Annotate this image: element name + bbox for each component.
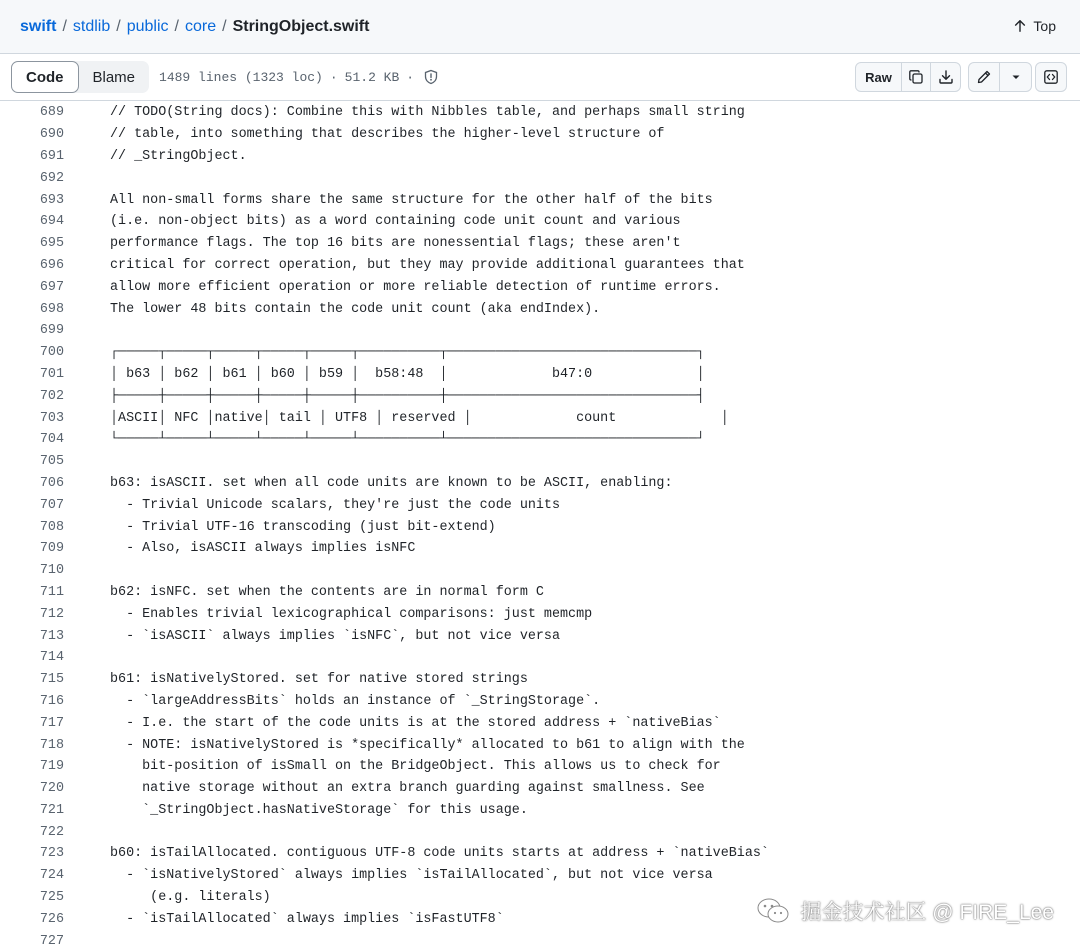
line-number[interactable]: 704 <box>39 432 64 448</box>
line-number[interactable]: 695 <box>39 236 64 252</box>
code-line <box>0 364 1080 386</box>
code-line <box>0 211 1080 233</box>
line-number[interactable]: 696 <box>39 257 64 273</box>
line-number[interactable]: 705 <box>39 454 64 470</box>
breadcrumb-separator: / <box>62 17 67 35</box>
line-content: - `isNativelyStored` always implies `isTailAllocated`, but not vice versa <box>110 868 713 884</box>
line-number[interactable]: 719 <box>39 759 64 775</box>
code-line <box>0 691 1080 713</box>
view-switcher <box>11 61 149 93</box>
breadcrumb-link-stdlib[interactable]: stdlib <box>72 17 111 35</box>
breadcrumb-separator: / <box>116 17 121 35</box>
breadcrumb-separator: / <box>222 17 227 35</box>
line-number[interactable]: 723 <box>39 846 64 862</box>
code-line <box>0 494 1080 516</box>
line-content: native storage without an extra branch guarding against smallness. See <box>110 781 705 797</box>
code-line <box>0 102 1080 124</box>
line-content: // TODO(String docs): Combine this with Nibbles table, and perhaps small string <box>110 105 745 121</box>
line-count: 1489 lines (1323 loc) <box>159 69 323 85</box>
line-number[interactable]: 693 <box>39 192 64 208</box>
code-line <box>0 124 1080 146</box>
code-line <box>0 538 1080 560</box>
code-line <box>0 669 1080 691</box>
line-number[interactable]: 712 <box>39 606 64 622</box>
watermark-text: 掘金技术社区 @ FIRE_Lee <box>800 901 1054 924</box>
line-content: `_StringObject.hasNativeStorage` for this usage. <box>110 802 528 818</box>
code-line <box>0 385 1080 407</box>
line-content: critical for correct operation, but they may provide additional guarantees that <box>110 257 745 273</box>
code-line <box>0 756 1080 778</box>
code-line <box>0 516 1080 538</box>
line-content: │ASCII│ NFC │native│ tail │ UTF8 │ reserved │ count │ <box>110 410 729 426</box>
line-number[interactable]: 689 <box>39 105 64 121</box>
line-content: All non-small forms share the same structure for the other half of the bits <box>110 192 713 208</box>
top-link-label: Top <box>1033 18 1056 34</box>
triangle-down-icon <box>1010 71 1022 83</box>
code-line <box>0 298 1080 320</box>
code-line <box>0 603 1080 625</box>
line-number[interactable]: 708 <box>39 519 64 535</box>
code-line <box>0 189 1080 211</box>
code-line <box>0 473 1080 495</box>
code-line <box>0 734 1080 756</box>
code-line <box>0 625 1080 647</box>
copy-icon <box>908 69 924 85</box>
code-view <box>0 102 1080 952</box>
code-line <box>0 560 1080 582</box>
line-number[interactable]: 711 <box>39 584 64 600</box>
edit-file-button[interactable] <box>969 63 1000 91</box>
line-number[interactable]: 699 <box>39 323 64 339</box>
code-line <box>0 320 1080 342</box>
code-line <box>0 930 1080 952</box>
file-header <box>0 0 1080 54</box>
line-number[interactable]: 725 <box>39 890 64 906</box>
file-size: 51.2 KB <box>344 69 400 85</box>
code-line <box>0 778 1080 800</box>
copy-raw-button[interactable] <box>902 63 931 91</box>
line-content: performance flags. The top 16 bits are nonessential flags; these aren't <box>110 236 681 252</box>
line-number[interactable]: 709 <box>39 541 64 557</box>
line-content: - Trivial Unicode scalars, they're just the code units <box>110 497 560 513</box>
line-number[interactable]: 727 <box>39 933 64 949</box>
line-content: bit-position of isSmall on the BridgeObject. This allows us to check for <box>110 759 721 775</box>
line-number[interactable]: 717 <box>39 715 64 731</box>
breadcrumb-link-core[interactable]: core <box>184 17 217 35</box>
line-content: - Also, isASCII always implies isNFC <box>110 541 416 557</box>
code-line <box>0 146 1080 168</box>
line-content: (i.e. non-object bits) as a word containing code unit count and various <box>110 214 681 230</box>
code-line <box>0 865 1080 887</box>
breadcrumb-link-swift[interactable]: swift <box>20 17 57 35</box>
line-content: The lower 48 bits contain the code unit count (aka endIndex). <box>110 301 601 317</box>
code-line <box>0 167 1080 189</box>
line-number[interactable]: 698 <box>39 301 64 317</box>
line-number[interactable]: 720 <box>39 781 64 797</box>
line-content: ├─────┼─────┼─────┼─────┼─────┼──────────┼───────────────────────────────┤ <box>110 388 705 404</box>
code-line <box>0 843 1080 865</box>
line-content: └─────┴─────┴─────┴─────┴─────┴──────────┴───────────────────────────────┘ <box>110 432 705 448</box>
line-number[interactable]: 690 <box>39 127 64 143</box>
breadcrumb-link-public[interactable]: public <box>126 17 169 35</box>
line-content: - Trivial UTF-16 transcoding (just bit-extend) <box>110 519 496 535</box>
code-line <box>0 342 1080 364</box>
line-number[interactable]: 701 <box>39 366 64 382</box>
code-line <box>0 582 1080 604</box>
code-line <box>0 233 1080 255</box>
line-content: │ b63 │ b62 │ b61 │ b60 │ b59 │ b58:48 │ b47:0 │ <box>110 366 705 382</box>
line-content: ┌─────┬─────┬─────┬─────┬─────┬──────────┬───────────────────────────────┐ <box>110 345 705 361</box>
line-number[interactable]: 713 <box>39 628 64 644</box>
edit-options-button[interactable] <box>1000 63 1031 91</box>
edit-button-group <box>968 62 1032 92</box>
tab-code[interactable]: Code <box>11 61 79 93</box>
shield-icon[interactable] <box>423 69 439 85</box>
line-number[interactable]: 691 <box>39 148 64 164</box>
pencil-icon <box>976 69 992 85</box>
breadcrumb-current-file: StringObject.swift <box>232 17 370 35</box>
line-number[interactable]: 703 <box>39 410 64 426</box>
breadcrumb <box>20 18 369 36</box>
code-line <box>0 276 1080 298</box>
download-raw-button[interactable] <box>931 63 960 91</box>
line-number[interactable]: 714 <box>39 650 64 666</box>
line-number[interactable]: 718 <box>39 737 64 753</box>
line-number[interactable]: 722 <box>39 824 64 840</box>
line-content: allow more efficient operation or more reliable detection of runtime errors. <box>110 279 721 295</box>
line-content: // _StringObject. <box>110 148 247 164</box>
tab-blame[interactable]: Blame <box>92 68 136 86</box>
line-content: - NOTE: isNativelyStored is *specifically* allocated to b61 to align with the <box>110 737 745 753</box>
line-content: - `largeAddressBits` holds an instance of `_StringStorage`. <box>110 693 601 709</box>
download-icon <box>938 69 954 85</box>
top-link[interactable] <box>1013 18 1056 34</box>
raw-button-group <box>855 62 961 92</box>
line-number[interactable]: 697 <box>39 279 64 295</box>
line-number[interactable]: 706 <box>39 475 64 491</box>
line-number[interactable]: 700 <box>39 345 64 361</box>
code-line <box>0 451 1080 473</box>
raw-button[interactable]: Raw <box>856 63 902 91</box>
line-content: b61: isNativelyStored. set for native stored strings <box>110 672 528 688</box>
code-line <box>0 712 1080 734</box>
symbols-panel-button[interactable] <box>1035 62 1067 92</box>
line-content: b62: isNFC. set when the contents are in normal form C <box>110 584 544 600</box>
wechat-icon <box>756 897 790 925</box>
line-number[interactable]: 702 <box>39 388 64 404</box>
line-number[interactable]: 715 <box>39 672 64 688</box>
code-line <box>0 255 1080 277</box>
code-line <box>0 407 1080 429</box>
line-number[interactable]: 710 <box>39 563 64 579</box>
line-content: - Enables trivial lexicographical comparisons: just memcmp <box>110 606 593 622</box>
line-number[interactable]: 694 <box>39 214 64 230</box>
breadcrumb-separator: / <box>174 17 179 35</box>
code-line <box>0 429 1080 451</box>
meta-separator: · <box>406 69 415 85</box>
line-content: (e.g. literals) <box>110 890 271 906</box>
meta-separator: · <box>329 69 338 85</box>
watermark <box>756 896 1054 926</box>
line-content: - `isTailAllocated` always implies `isFastUTF8` <box>110 911 504 927</box>
file-meta <box>159 69 439 85</box>
line-content: - `isASCII` always implies `isNFC`, but not vice versa <box>110 628 560 644</box>
line-number[interactable]: 726 <box>39 911 64 927</box>
line-content: - I.e. the start of the code units is at the stored address + `nativeBias` <box>110 715 721 731</box>
code-line <box>0 647 1080 669</box>
line-content: // table, into something that describes the higher-level structure of <box>110 127 665 143</box>
line-number[interactable]: 692 <box>39 170 64 186</box>
line-number[interactable]: 724 <box>39 868 64 884</box>
line-number[interactable]: 716 <box>39 693 64 709</box>
line-content: b60: isTailAllocated. contiguous UTF-8 code units starts at address + `nativeBias` <box>110 846 769 862</box>
code-square-icon <box>1043 69 1059 85</box>
code-line <box>0 821 1080 843</box>
code-line <box>0 800 1080 822</box>
line-number[interactable]: 707 <box>39 497 64 513</box>
line-number[interactable]: 721 <box>39 802 64 818</box>
arrow-up-icon <box>1013 19 1027 33</box>
line-content: b63: isASCII. set when all code units are known to be ASCII, enabling: <box>110 475 673 491</box>
